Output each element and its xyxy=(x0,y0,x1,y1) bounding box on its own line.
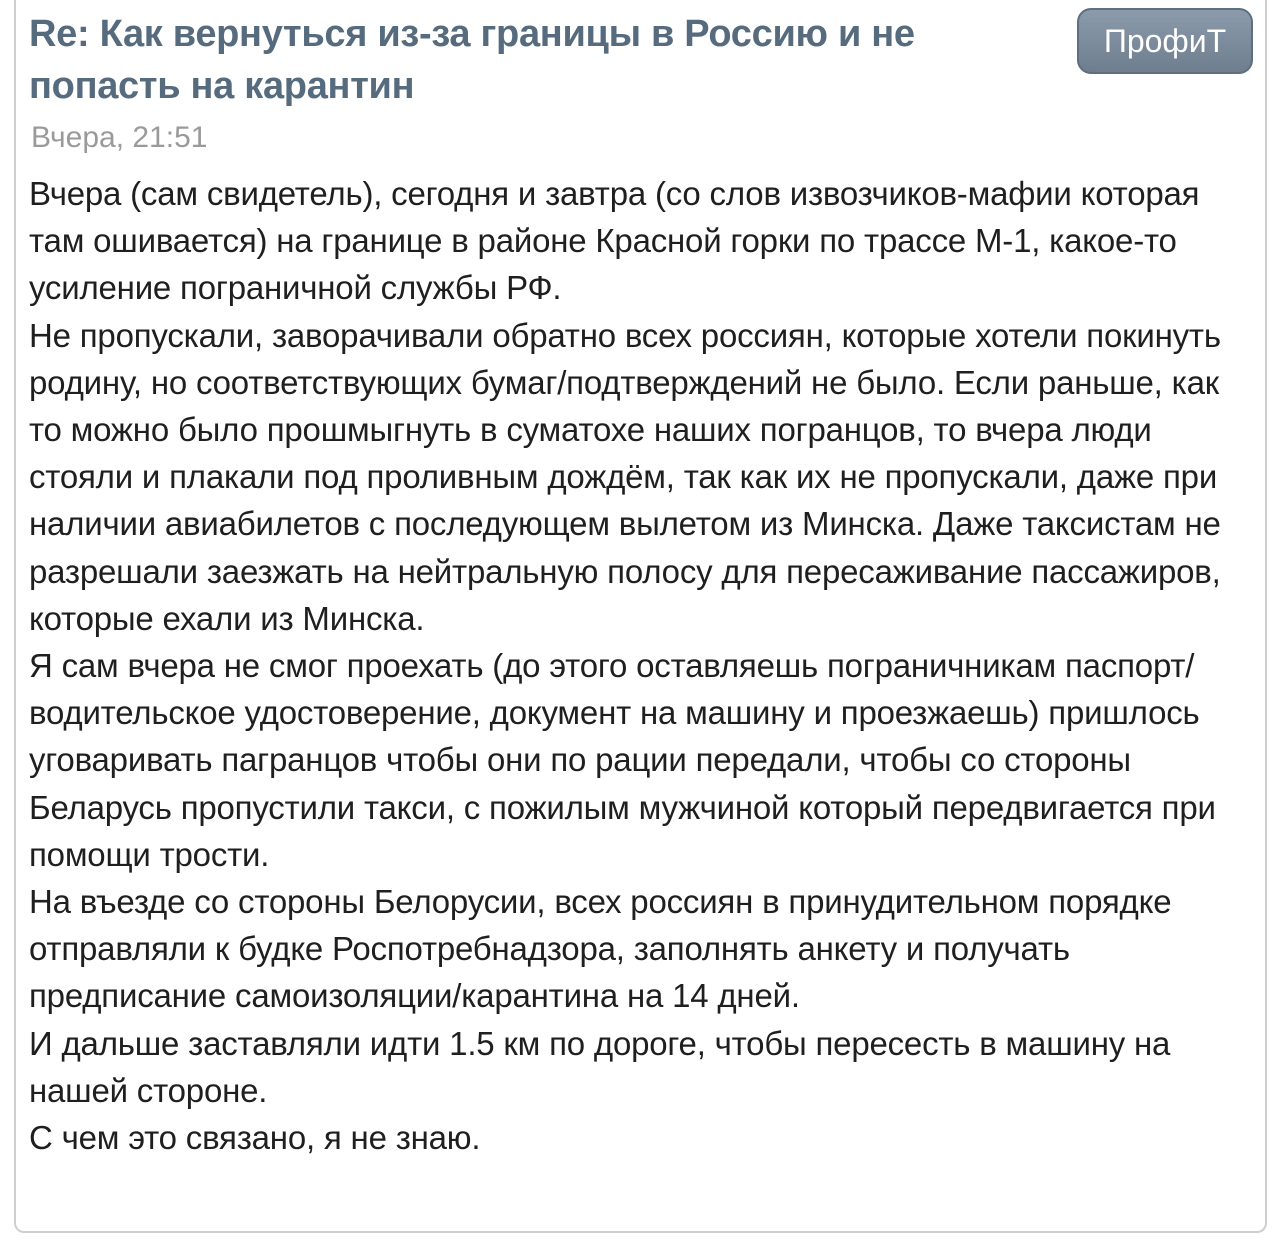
author-badge[interactable]: ПрофиТ xyxy=(1077,8,1253,74)
post-paragraph: Не пропускали, заворачивали обратно всех россиян, которые хотели покинуть родину, но соответствующих бумаг/подтверждений не было. Если раньше, как то можно было прошмыгнуть в суматохе наших погранцов, то вчера люди стояли и плакали под проливным дождём, так как их не пропускали, даже при наличии авиабилетов с последующем вылетом из Минска. Даже таксистам не разрешали заезжать на нейтральную полосу для пересаживание пассажиров, которые ехали из Минска. xyxy=(29,316,1221,637)
post-timestamp: Вчера, 21:51 xyxy=(31,121,208,154)
post-paragraph: С чем это связано, я не знаю. xyxy=(29,1119,481,1157)
post-paragraph: Я сам вчера не смог проехать (до этого оставляешь пограничникам паспорт/водительское удостоверение, документ на машину и проезжаешь) пришлось уговаривать пагранцов чтобы они по рации передали, чтобы со стороны Беларусь пропустили такси, с пожилым мужчиной который передвигается при помощи трости. xyxy=(29,647,1216,873)
post-paragraph: И дальше заставляли идти 1.5 км по дороге, чтобы пересесть в машину на нашей стороне. xyxy=(29,1024,1171,1109)
post-body xyxy=(29,170,1259,1161)
post-paragraph: Вчера (сам свидетель), сегодня и завтра (со слов извозчиков-мафии которая там ошивается) на границе в районе Красной горки по трассе М-1, какое-то усиление пограничной службы РФ. xyxy=(29,175,1200,307)
post-title[interactable]: Re: Как вернуться из-за границы в Россию и не попасть на карантин xyxy=(29,13,915,107)
post-paragraph: На въезде со стороны Белорусии, всех россиян в принудительном порядке отправляли к будке Роспотребнадзора, заполнять анкету и получать предписание самоизоляции/карантина на 14 дней. xyxy=(29,883,1172,1015)
